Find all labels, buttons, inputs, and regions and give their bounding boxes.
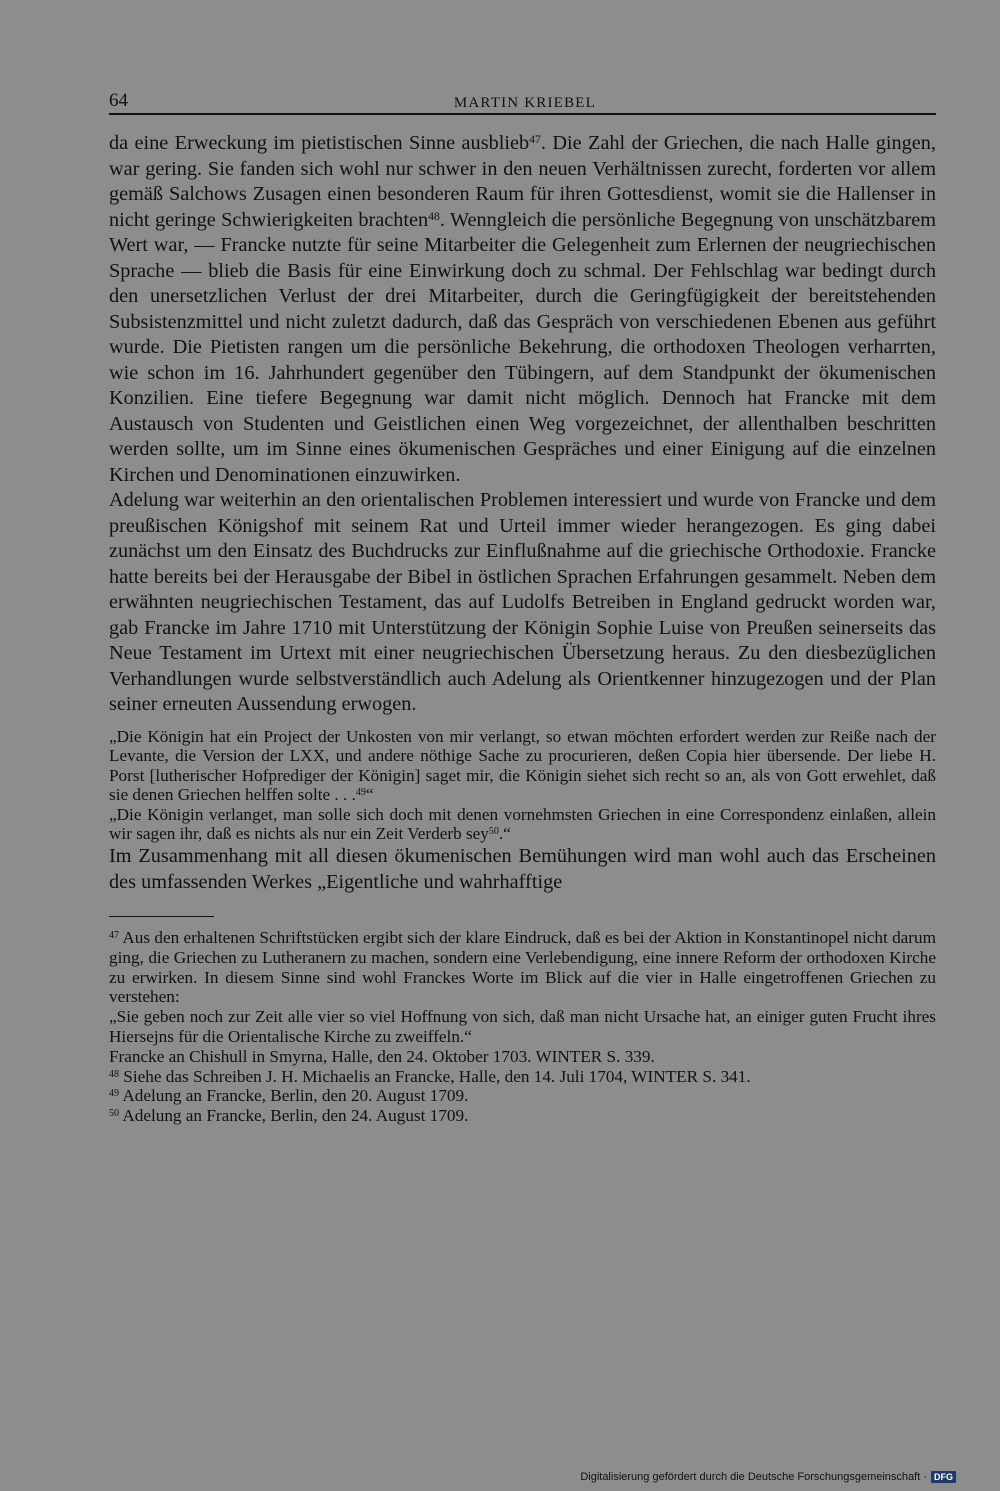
block-quote-1 bbox=[109, 727, 936, 805]
paragraph-1-part-a: da eine Erweckung im pietistischen Sinne ausblieb bbox=[109, 132, 530, 154]
footnote-mark-49: 49 bbox=[109, 1088, 119, 1100]
paragraph-1-part-b: . Die Zahl der Griechen, die nach Halle gingen, war gering. Sie fanden sich wohl nur schwer in den neuen Verhältnissen zurecht, forderten vor allem gemäß Salchows Zusagen einen besonderen Raum für ihren Gottesdienst, womit sie die Hallenser in nicht geringe Schwierigkeiten brachten bbox=[109, 132, 937, 231]
footnote-47 bbox=[109, 928, 936, 1007]
footnote-49 bbox=[109, 1086, 936, 1106]
credit-text: Digitalisierung gefördert durch die Deutsche Forschungsgemeinschaft · bbox=[580, 1471, 927, 1483]
footnote-47-quote: „Sie geben noch zur Zeit alle vier so viel Hoffnung von sich, daß man nicht Ursache hat, an einiger guten Frucht ihres Hiersejns für die Orientalische Kirche zu zweiffeln.“ bbox=[109, 1007, 936, 1047]
block-quote-2-close: .“ bbox=[498, 824, 511, 844]
block-quote-1-text: „Die Königin hat ein Project der Unkosten von mir verlangt, so etwan möchten erfordert werden zur Reiße nach der Levante, die Version der LXX, und andere nöthige Sache zu procurieren, deßen Copia hier übersende. Der liebe H. Porst [lutherischer Hofprediger der Königin] saget mir, die Königin siehet sich recht so an, als von Gott erwehlet, daß sie denen Griechen helffen solte . . . bbox=[109, 726, 936, 805]
footnote-ref-50[interactable]: 50 bbox=[488, 826, 499, 838]
footnote-mark-47: 47 bbox=[109, 930, 119, 942]
paragraph-3: Im Zusammenhang mit all diesen ökumenischen Bemühungen wird man wohl auch das Erscheinen des umfassenden Werkes „Eigentliche und wahrhafftige bbox=[109, 845, 936, 893]
footnote-47-source: Francke an Chishull in Smyrna, Halle, den 24. Oktober 1703. WINTER S. 339. bbox=[109, 1046, 655, 1066]
footnote-49-text: Adelung an Francke, Berlin, den 20. August 1709. bbox=[118, 1086, 469, 1106]
footnote-48 bbox=[109, 1067, 936, 1087]
digitization-credit bbox=[580, 1471, 956, 1483]
footnote-50 bbox=[109, 1106, 936, 1126]
block-quote-2 bbox=[109, 805, 936, 844]
paragraph-1-part-c: . Wenngleich die persönliche Begegnung von unschätzbarem Wert war, — Francke nutzte für seine Mitarbeiter die Gelegenheit zum Erlernen der neugriechischen Sprache — blieb die Basis für eine Einwirkung doch zu schmal. Der Fehlschlag war bedingt durch den unersetzlichen Verlust der drei Mitarbeiter, durch die Geringfügigkeit der bereitstehenden Subsistenzmittel und nicht zuletzt dadurch, daß das Gespräch von verschiedenen Ebenen aus geführt wurde. Die Pietisten rangen um die persönliche Bekehrung, die orthodoxen Theologen verharrten, wie schon im 16. Jahrhundert gegenüber den Tübingern, auf dem Standpunkt der ökumenischen Konzilien. Eine tiefere Begegnung war damit nicht möglich. Dennoch hat Francke mit dem Austausch von Studenten und Geistlichen einen Weg vorgezeichnet, der allenthalben beschritten werden sollte, um im Sinne eines ökumenischen Gespräches und einer Einigung auf die einzelnen Kirchen und Denominationen einzuwirken. bbox=[109, 208, 936, 486]
page bbox=[109, 84, 936, 1126]
footnote-ref-48[interactable]: 48 bbox=[428, 209, 440, 223]
footnote-mark-48: 48 bbox=[109, 1068, 119, 1080]
page-header bbox=[109, 84, 936, 115]
paragraph-2: Adelung war weiterhin an den orientalischen Problemen interessiert und wurde von Francke und dem preußischen Königshof mit seinem Rat und Urteil immer wieder herangezogen. Es ging dabei zunächst um den Einsatz des Buchdrucks zur Einflußnahme auf die griechische Orthodoxie. Francke hatte bereits bei der Herausgabe der Bibel in östlichen Sprachen Erfahrungen gesammelt. Neben dem erwähnten neugriechischen Testament, das auf Ludolfs Betreiben in England gedruckt worden war, gab Francke im Jahre 1710 mit Unterstützung der Königin Sophie Luise von Preußen seinerseits das Neue Testament im Urtext mit einer neugriechischen Übersetzung heraus. Zu den diesbezüglichen Verhandlungen wurde selbstverständlich auch Adelung als Orientkenner hinzugezogen und der Plan seiner erneuten Aussendung erwogen. bbox=[109, 489, 936, 715]
dfg-logo-icon: DFG bbox=[931, 1471, 956, 1483]
block-quote-2-text: „Die Königin verlanget, man solle sich doch mit denen vornehmsten Griechen in eine Correspondenz einlaßen, allein wir sagen ihr, daß es nichts als nur ein Zeit Verderb sey bbox=[109, 804, 936, 844]
footnote-divider bbox=[109, 916, 214, 917]
footnote-ref-47[interactable]: 47 bbox=[529, 133, 541, 147]
footnotes bbox=[109, 928, 936, 1126]
running-head: MARTIN KRIEBEL bbox=[453, 95, 596, 111]
footnote-47-text: Aus den erhaltenen Schriftstücken ergibt sich der klare Eindruck, daß es bei der Aktion in Konstantinopel nicht darum ging, die Griechen zu Lutheranern zu machen, sondern eine Verlebendigung, eine innere Reform der orthodoxen Kirche zu erwirken. In diesem Sinne sind wohl Franckes Worte im Blick auf die vier in Halle eingetroffenen Griechen zu verstehen: bbox=[109, 928, 936, 1007]
block-quotes bbox=[109, 727, 936, 845]
footnote-48-text: Siehe das Schreiben J. H. Michaelis an Francke, Halle, den 14. Juli 1704, WINTER S. 341. bbox=[118, 1066, 751, 1086]
footnote-mark-50: 50 bbox=[109, 1108, 119, 1120]
block-quote-1-close: “ bbox=[365, 785, 374, 805]
footnote-50-text: Adelung an Francke, Berlin, den 24. August 1709. bbox=[118, 1106, 469, 1126]
page-number: 64 bbox=[109, 90, 128, 111]
main-text bbox=[109, 131, 936, 895]
paragraph-1 bbox=[109, 131, 936, 488]
footnote-ref-49[interactable]: 49 bbox=[355, 787, 366, 799]
